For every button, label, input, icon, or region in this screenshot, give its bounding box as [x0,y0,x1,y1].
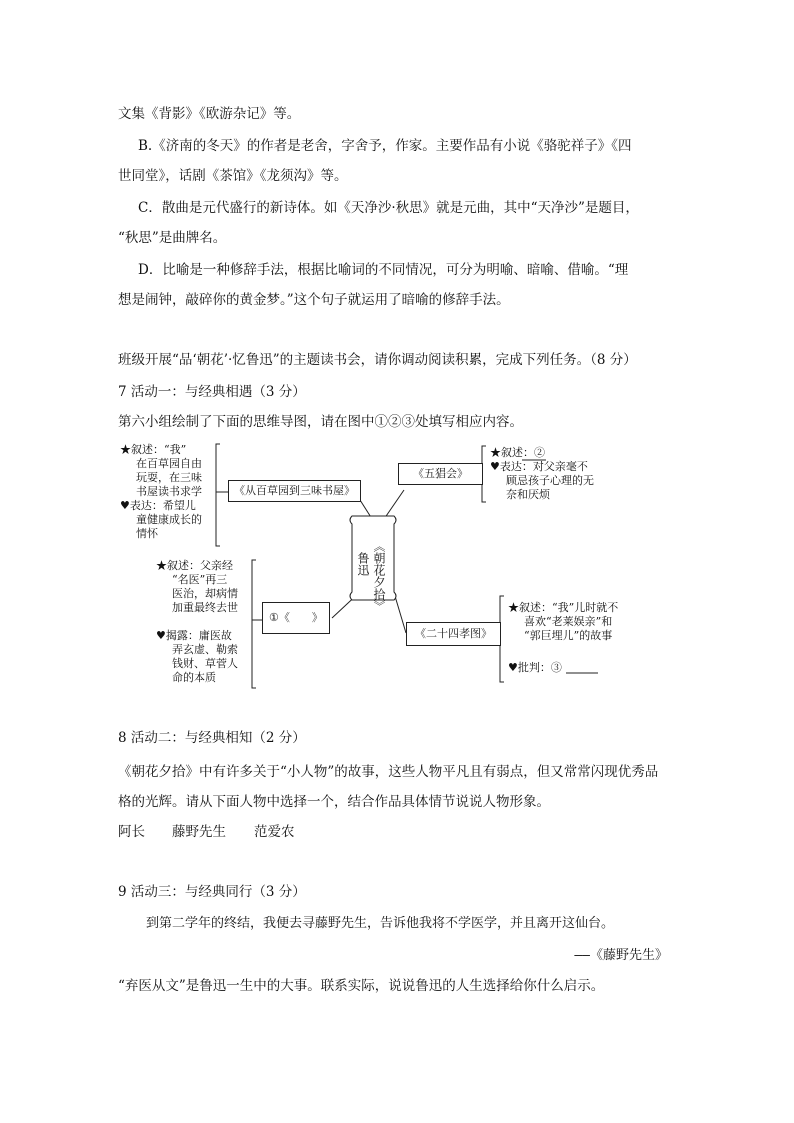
character-name: 范爱农 [254,824,295,840]
q8-paragraph: 格的光辉。请从下面人物中选择一个，结合作品具体情节说说人物形象。 [118,794,550,810]
section-intro: 班级开展“品‘朝花’·忆鲁迅”的主题读书会，请你调动阅读积累，完成下列任务。（8 分） [118,352,637,368]
node-ershisi-xiao: 《二十四孝图》 [406,622,501,646]
option-b-line: B.《济南的冬天》的作者是老舍，字舍予，作家。主要作品有小说《骆驼祥子》《四 [138,138,632,154]
text-line: 文集《背影》《欧游杂记》等。 [118,106,301,122]
option-c-line: “秋思”是曲牌名。 [118,230,227,246]
note-right-top: ★叙述：② ♥表达：对父亲毫不 顾忌孩子心理的无 奈和厌烦 [490,446,594,501]
q9-title: 9 活动三：与经典同行（3 分） [118,884,306,900]
q9-quote-source: ——《藤野先生》 [574,948,668,963]
note-left-top: ★叙述：“我” 在百草园自由 玩耍，在三味 书屋读书求学 ♥表达：希望儿 童健康成长的 情怀 [120,443,202,540]
node-blank-1: ①《 》 [262,602,330,634]
center-author: 鲁迅 [356,552,370,576]
note-left-bottom: ★叙述：父亲经 “名医”再三 医治，却病情 加重最终去世 ♥揭露：庸医故 弄玄虚、勒索 钱财、草菅人 命的本质 [156,559,238,684]
q8-paragraph: 《朝花夕拾》中有许多关于“小人物”的故事，这些人物平凡且有弱点，但又常常闪现优秀品 [118,764,659,780]
q7-title: 7 活动一：与经典相遇（3 分） [118,384,306,400]
center-book-title: 《朝花夕拾》 [372,540,386,612]
node-wuchanghui: 《五猖会》 [398,463,483,485]
option-c-line: C．散曲是元代盛行的新诗体。如《天净沙·秋思》就是元曲，其中“天净沙”是题目， [138,200,639,216]
q9-task: “弃医从文”是鲁迅一生中的大事。联系实际，说说鲁迅的人生选择给你什么启示。 [118,978,605,994]
character-name: 阿长 [118,824,145,840]
q7-description: 第六小组绘制了下面的思维导图，请在图中①②③处填写相应内容。 [118,414,523,430]
q9-quote: 到第二学年的终结，我便去寻藤野先生，告诉他我将不学医学，并且离开这仙台。 [146,916,615,931]
note-right-bottom: ★叙述：“我”儿时就不 喜欢“老莱娱亲”和 “郭巨埋儿”的故事 ♥批判：③ [508,601,619,674]
option-d-line: D．比喻是一种修辞手法，根据比喻词的不同情况，可分为明喻、暗喻、借喻。“理 [138,262,629,278]
node-baicaoyuan: 《从百草园到三味书屋》 [228,480,361,502]
option-d-line: 想是闹钟，敲碎你的黄金梦。”这个句子就运用了暗喻的修辞手法。 [118,292,510,308]
option-b-line: 世同堂》，话剧《茶馆》《龙须沟》等。 [118,168,348,184]
character-name: 藤野先生 [172,824,226,840]
q8-title: 8 活动二：与经典相知（2 分） [118,730,306,746]
